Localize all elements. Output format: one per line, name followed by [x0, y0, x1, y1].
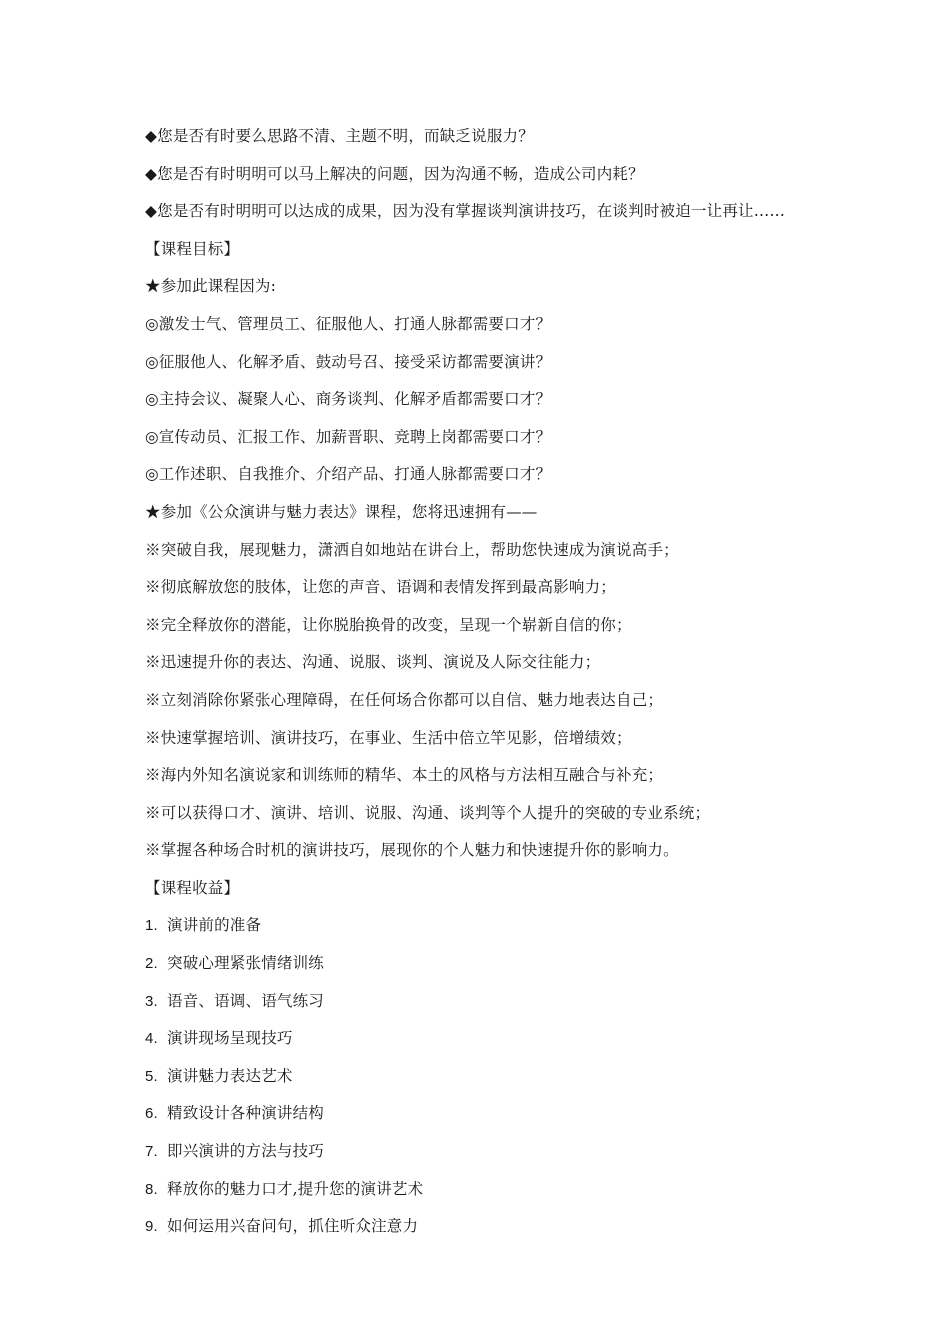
- reason-item: ◎主持会议、凝聚人心、商务谈判、化解矛盾都需要口才？: [145, 390, 552, 409]
- question-line: ◆您是否有时明明可以达成的成果，因为没有掌握谈判演讲技巧，在谈判时被迫一让再让……: [145, 202, 786, 221]
- reason-item: ◎工作述职、自我推介、介绍产品、打通人脉都需要口才？: [145, 465, 552, 484]
- benefit-text: 如何运用兴奋问句，抓住听众注意力: [167, 1217, 419, 1236]
- gain-item: ※掌握各种场合时机的演讲技巧，展现你的个人魅力和快速提升你的影响力。: [145, 841, 679, 860]
- benefit-number: 8.: [145, 1180, 158, 1198]
- benefit-number: 3.: [145, 992, 158, 1010]
- benefit-number: 7.: [145, 1143, 158, 1161]
- benefit-text: 演讲前的准备: [167, 916, 262, 935]
- gain-item: ※突破自我，展现魅力，潇洒自如地站在讲台上，帮助您快速成为演说高手；: [145, 540, 679, 559]
- benefit-number: 6.: [145, 1105, 158, 1123]
- benefit-number: 2.: [145, 955, 158, 973]
- benefit-item: [145, 1095, 865, 1133]
- gain-item: ※彻底解放您的肢体，让您的声音、语调和表情发挥到最高影响力；: [145, 578, 617, 597]
- benefit-item: [145, 1058, 865, 1096]
- benefit-item: [145, 1208, 865, 1246]
- reason-item: ◎宣传动员、汇报工作、加薪晋职、竞聘上岗都需要口才？: [145, 427, 552, 446]
- benefit-text: 演讲现场呈现技巧: [167, 1029, 293, 1048]
- benefit-text: 释放你的魅力口才,提升您的演讲艺术: [167, 1179, 424, 1198]
- benefit-text: 即兴演讲的方法与技巧: [167, 1142, 325, 1161]
- benefit-number: 1.: [145, 917, 158, 935]
- benefit-number: 5.: [145, 1067, 158, 1085]
- benefits-heading: 【课程收益】: [145, 878, 240, 897]
- benefit-item: [145, 907, 865, 945]
- gain-item: ※快速掌握培训、演讲技巧，在事业、生活中倍立竿见影，倍增绩效；: [145, 728, 632, 747]
- objectives-heading: 【课程目标】: [145, 239, 240, 258]
- question-line: ◆您是否有时要么思路不清、主题不明，而缺乏说服力？: [145, 127, 534, 145]
- benefit-item: [145, 1171, 865, 1209]
- benefit-text: 演讲魅力表达艺术: [167, 1066, 293, 1085]
- gain-item: ※完全释放你的潜能，让你脱胎换骨的改变，呈现一个崭新自信的你；: [145, 615, 632, 634]
- benefit-item: [145, 1020, 865, 1058]
- reason-item: ◎激发士气、管理员工、征服他人、打通人脉都需要口才？: [145, 314, 552, 333]
- benefit-text: 精致设计各种演讲结构: [167, 1104, 325, 1123]
- gains-intro: ★参加《公众演讲与魅力表达》课程，您将迅速拥有——: [145, 502, 538, 521]
- benefit-text: 突破心理紧张情绪训练: [167, 954, 325, 973]
- gain-item: ※迅速提升你的表达、沟通、说服、谈判、演说及人际交往能力；: [145, 653, 601, 672]
- reasons-intro: ★参加此课程因为:: [145, 277, 277, 296]
- gain-item: ※海内外知名演说家和训练师的精华、本土的风格与方法相互融合与补充；: [145, 766, 664, 785]
- benefit-number: 9.: [145, 1218, 158, 1236]
- document-page: [145, 118, 865, 1246]
- reason-item: ◎征服他人、化解矛盾、鼓动号召、接受采访都需要演讲？: [145, 352, 552, 371]
- benefit-item: [145, 983, 865, 1021]
- benefit-item: [145, 945, 865, 983]
- benefit-item: [145, 1133, 865, 1171]
- benefit-number: 4.: [145, 1030, 158, 1048]
- benefit-text: 语音、语调、语气练习: [167, 991, 325, 1010]
- gain-item: ※立刻消除你紧张心理障碍，在任何场合你都可以自信、魅力地表达自己；: [145, 690, 664, 709]
- question-line: ◆您是否有时明明可以马上解决的问题，因为沟通不畅，造成公司内耗？: [145, 164, 644, 183]
- gain-item: ※可以获得口才、演讲、培训、说服、沟通、谈判等个人提升的突破的专业系统；: [145, 803, 711, 822]
